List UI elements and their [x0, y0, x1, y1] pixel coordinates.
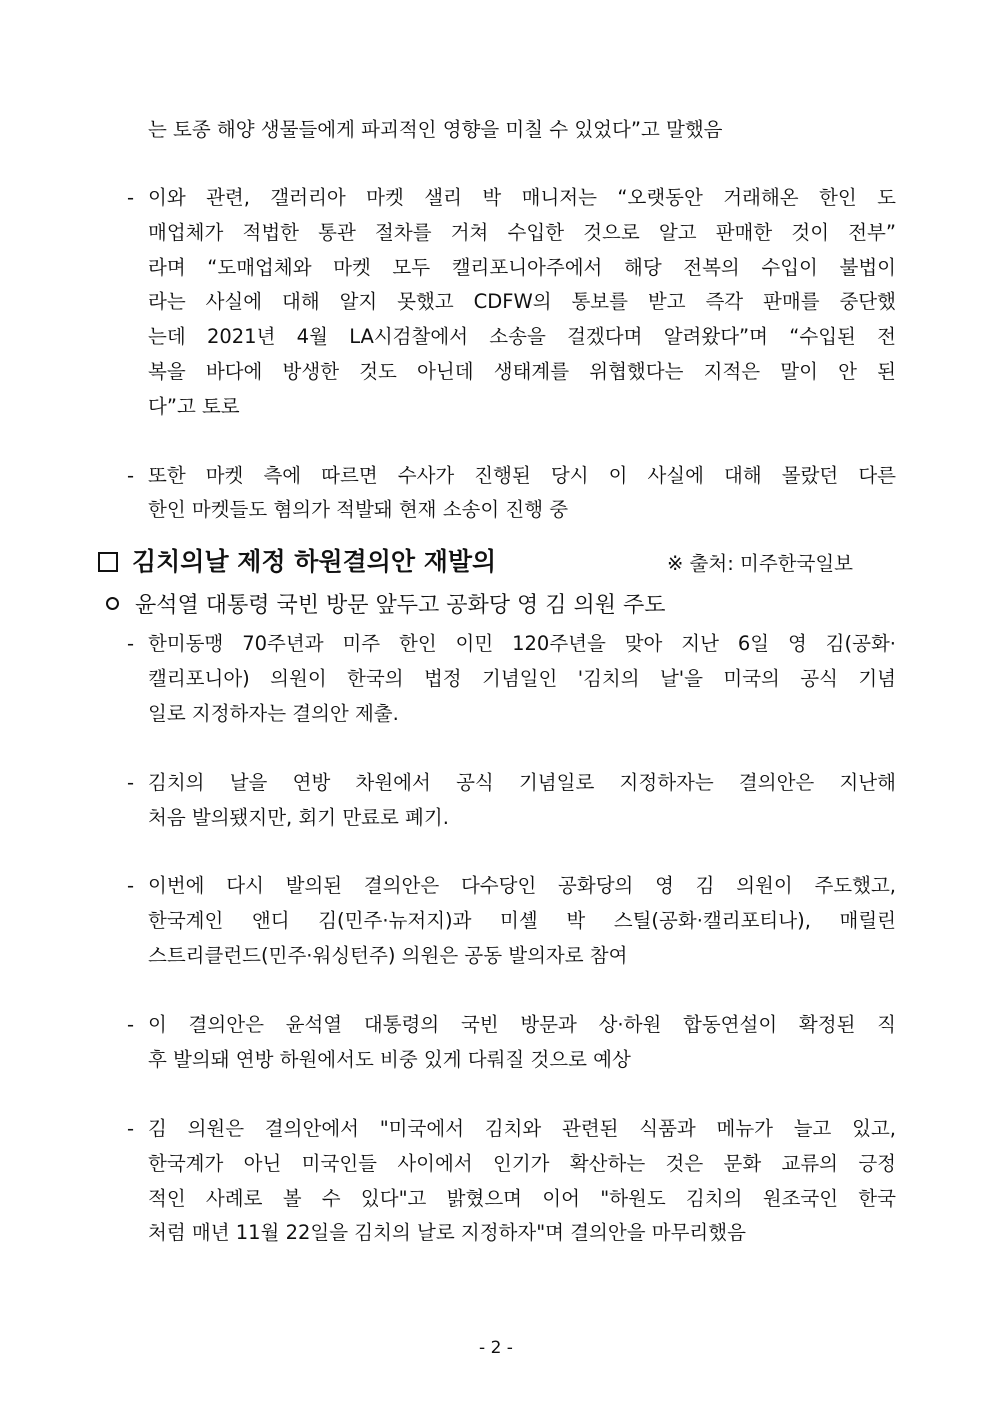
bullet-dash: -	[127, 1013, 135, 1036]
bullet-line: 매업체가 적법한 통관 절차를 거쳐 수입한 것으로 알고 판매한 것이 전부”	[148, 221, 896, 244]
bullet-line: 한국계인 앤디 김(민주·뉴저지)과 미셸 박 스틸(공화·캘리포티나), 매릴린	[148, 909, 896, 932]
bullet-line: 는데 2021년 4월 LA시검찰에서 소송을 걸겠다며 알려왔다”며 “수입된 전	[148, 325, 896, 348]
bullet-line: 스트리클런드(민주·워싱턴주) 의원은 공동 발의자로 참여	[148, 944, 628, 967]
bullet-line: 한인 마켓들도 혐의가 적발돼 현재 소송이 진행 중	[148, 498, 569, 521]
bullet-line: 김치의 날을 연방 차원에서 공식 기념일로 지정하자는 결의안은 지난해	[148, 771, 896, 794]
circle-bullet-icon	[106, 597, 119, 610]
bullet-line: 처럼 매년 11월 22일을 김치의 날로 지정하자"며 결의안을 마무리했음	[148, 1221, 746, 1244]
bullet-line: 라는 사실에 대해 알지 못했고 CDFW의 통보를 받고 즉각 판매를 중단했	[148, 290, 896, 313]
bullet-line: 이 결의안은 윤석열 대통령의 국빈 방문과 상·하원 합동연설이 확정된 직	[148, 1013, 896, 1036]
bullet-line: 일로 지정하자는 결의안 제출.	[148, 702, 399, 725]
checkbox-square-icon	[98, 552, 118, 572]
bullet-line: 복을 바다에 방생한 것도 아닌데 생태계를 위협했다는 지적은 말이 안 된	[148, 360, 896, 383]
bullet-line: 이와 관련, 갤러리아 마켓 샐리 박 매니저는 “오랫동안 거래해온 한인 도	[148, 186, 896, 209]
bullet-line: 한미동맹 70주년과 미주 한인 이민 120주년을 맞아 지난 6일 영 김(공화·	[148, 632, 896, 655]
bullet-line: 이번에 다시 발의된 결의안은 다수당인 공화당의 영 김 의원이 주도했고,	[148, 874, 896, 897]
bullet-dash: -	[127, 874, 135, 897]
bullet-line: 다”고 토로	[148, 395, 240, 418]
bullet-line: 적인 사례로 볼 수 있다"고 밝혔으며 이어 "하원도 김치의 원조국인 한국	[148, 1187, 896, 1210]
bullet-line: 한국계가 아닌 미국인들 사이에서 인기가 확산하는 것은 문화 교류의 긍정	[148, 1152, 896, 1175]
bullet-dash: -	[127, 1117, 135, 1140]
bullet-line: 후 발의돼 연방 하원에서도 비중 있게 다뤄질 것으로 예상	[148, 1048, 631, 1071]
bullet-line: 라며 “도매업체와 마켓 모두 캘리포니아주에서 해당 전복의 수입이 불법이	[148, 256, 896, 279]
bullet-dash: -	[127, 464, 135, 487]
source-note: ※ 출처: 미주한국일보	[667, 552, 854, 575]
bullet-line: 또한 마켓 측에 따르면 수사가 진행된 당시 이 사실에 대해 몰랐던 다른	[148, 464, 896, 487]
section-title: 김치의날 제정 하원결의안 재발의	[132, 547, 497, 576]
section-subtitle	[106, 592, 665, 620]
bullet-line: 김 의원은 결의안에서 "미국에서 김치와 관련된 식품과 메뉴가 늘고 있고,	[148, 1117, 896, 1140]
carryover-text: 는 토종 해양 생물들에게 파괴적인 영향을 미칠 수 있었다”고 말했음	[148, 118, 723, 141]
bullet-dash: -	[127, 771, 135, 794]
bullet-line: 캘리포니아) 의원이 한국의 법정 기념일인 '김치의 날'을 미국의 공식 기념	[148, 667, 896, 690]
section-heading	[98, 546, 496, 578]
page-number: - 2 -	[479, 1338, 513, 1358]
bullet-dash: -	[127, 186, 135, 209]
subtitle-text: 윤석열 대통령 국빈 방문 앞두고 공화당 영 김 의원 주도	[135, 593, 666, 618]
bullet-dash: -	[127, 632, 135, 655]
bullet-line: 처음 발의됐지만, 회기 만료로 폐기.	[148, 806, 449, 829]
